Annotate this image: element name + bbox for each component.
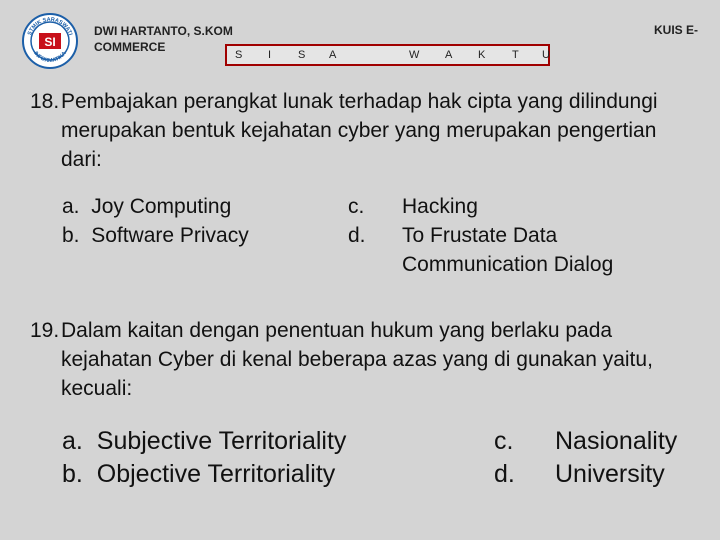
option-a xyxy=(62,425,346,458)
option-c-letter: c. xyxy=(348,195,365,218)
option-c-letter: c. xyxy=(494,427,514,455)
title-letter: A xyxy=(329,49,337,61)
svg-text:STMIK SARASWATI: STMIK SARASWATI xyxy=(26,16,74,37)
option-d-letter: d. xyxy=(494,460,515,488)
option-text: Objective Territoriality xyxy=(96,460,336,488)
question-19 xyxy=(30,316,681,403)
option-letter: a. xyxy=(62,427,83,455)
question-18 xyxy=(30,87,681,174)
author-line-2: COMMERCE xyxy=(94,40,166,54)
option-letter: a. xyxy=(62,195,80,218)
svg-text:SI: SI xyxy=(44,35,56,49)
title-letter: I xyxy=(268,49,272,61)
title-letter-strip xyxy=(225,44,550,66)
option-a xyxy=(62,192,231,221)
title-letter: T xyxy=(512,49,519,61)
option-c-text: Nasionality xyxy=(555,427,678,455)
question-number: 18. xyxy=(30,90,60,113)
title-letter: A xyxy=(445,49,453,61)
title-letter: U xyxy=(542,49,550,61)
title-letter: S xyxy=(298,49,306,61)
svg-text:INFORMATIKA: INFORMATIKA xyxy=(32,50,68,65)
option-letter: b. xyxy=(62,224,80,247)
title-letter: S xyxy=(235,49,243,61)
option-b xyxy=(62,458,335,491)
author-line-1: DWI HARTANTO, S.KOM xyxy=(94,24,233,38)
option-text: Subjective Territoriality xyxy=(96,427,347,455)
option-d-text: To Frustate Data Communication Dialog xyxy=(402,224,614,276)
title-letter: W xyxy=(409,49,420,61)
school-seal-icon xyxy=(22,13,78,69)
title-letter: K xyxy=(478,49,486,61)
option-d-text: University xyxy=(555,460,665,488)
option-text: Software Privacy xyxy=(91,224,249,247)
quiz-label: KUIS E- xyxy=(653,23,698,37)
option-d-letter: d. xyxy=(348,224,366,247)
option-b xyxy=(62,221,249,250)
question-text: Dalam kaitan dengan penentuan hukum yang berlaku pada kejahatan Cyber di kenal beberapa azas yang di gunakan yaitu, kecuali: xyxy=(61,319,653,400)
option-c-text: Hacking xyxy=(402,195,478,218)
option-text: Joy Computing xyxy=(91,195,232,218)
question-number: 19. xyxy=(30,319,60,342)
option-letter: b. xyxy=(62,460,83,488)
question-text: Pembajakan perangkat lunak terhadap hak cipta yang dilindungi merupakan bentuk kejahatan cyber yang merupakan pengertian dari: xyxy=(61,90,658,171)
